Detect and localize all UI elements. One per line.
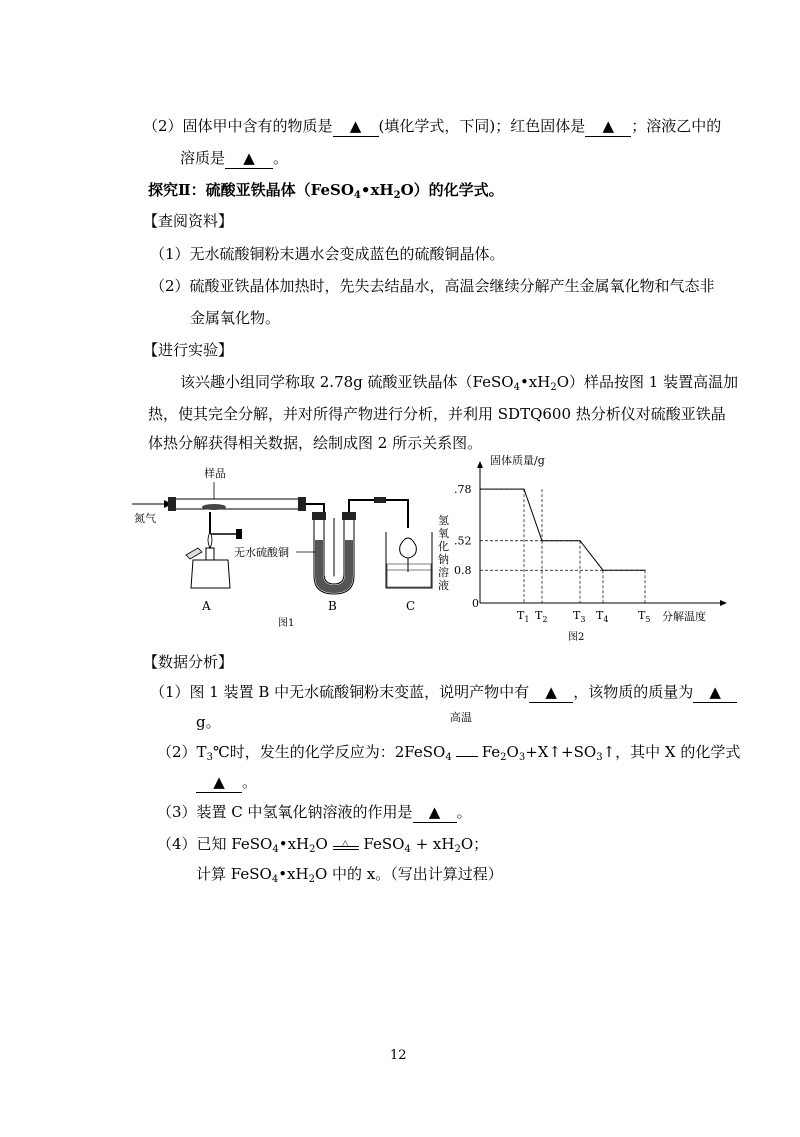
funnel bbox=[400, 538, 417, 558]
chart-ylabel: 固体质量/g bbox=[490, 454, 545, 467]
experiment-line-3: 体热分解获得相关数据，绘制成图 2 所示关系图。 bbox=[148, 434, 483, 452]
label-sample: 样品 bbox=[204, 467, 226, 480]
reference-item-1: （1）无水硫酸铜粉末遇水会变成蓝色的硫酸铜晶体。 bbox=[150, 245, 505, 263]
naoh-label-char: 钠 bbox=[438, 553, 449, 566]
tube-stopper-right bbox=[298, 497, 306, 511]
chart-xlabel: 分解温度 bbox=[662, 610, 706, 623]
analysis-q1: （1）图 1 装置 B 中无水硫酸铜粉末变蓝，说明产物中有 ▲ ，该物质的质量为 ▲ bbox=[150, 682, 737, 703]
section-heading-explore2: 探究Ⅱ：硫酸亚铁晶体$(FeSO_4•xH_2O)$的化学式。 bbox=[148, 181, 504, 201]
reference-item-2-cont: 金属氧化物。 bbox=[190, 309, 281, 327]
analysis-q4-task: 计算 $FeSO_4•xH_2O$ 中的 x。（写出计算过程） bbox=[196, 865, 503, 885]
data-point bbox=[579, 540, 580, 541]
label-nitrogen: 氮气 bbox=[134, 512, 156, 525]
data-point bbox=[479, 489, 480, 490]
chart-axes bbox=[477, 461, 727, 606]
page-number: 12 bbox=[390, 1048, 407, 1063]
heating-arrow: △ bbox=[333, 838, 359, 852]
data-point bbox=[541, 540, 542, 541]
x-axis-arrow bbox=[720, 600, 727, 606]
q2-line1: （2）固体甲中含有的物质是 ▲ (填化学式，下同)；红色固体是 ▲ ；溶液乙中的 bbox=[143, 117, 722, 135]
reaction-arrow bbox=[456, 748, 478, 757]
label-cuso4: 无水硫酸铜 bbox=[234, 546, 289, 559]
chart-guides bbox=[480, 489, 645, 603]
chart-series bbox=[479, 489, 645, 571]
naoh-label-char: 氧 bbox=[438, 527, 449, 540]
u-tube-stopper-right bbox=[342, 512, 356, 520]
analysis-q2-answer: ▲ 。 bbox=[196, 772, 257, 793]
mass-line bbox=[480, 489, 645, 570]
u-tube-stopper-left bbox=[312, 512, 326, 520]
x-tick-label: $T_3$ bbox=[573, 609, 586, 624]
naoh-label-char: 氢 bbox=[438, 514, 449, 527]
burner-body bbox=[191, 560, 230, 588]
decomposition-chart bbox=[440, 450, 740, 645]
connector-tube-2 bbox=[349, 500, 408, 528]
analysis-heading: 【数据分析】 bbox=[143, 653, 234, 671]
caption-fig1: 图1 bbox=[278, 618, 295, 629]
label-b: B bbox=[328, 599, 337, 613]
experiment-heading: 【进行实验】 bbox=[143, 341, 234, 359]
burner-cap bbox=[186, 548, 202, 559]
reaction-tube bbox=[172, 499, 302, 509]
apparatus-figure bbox=[128, 460, 458, 640]
answer-blank[interactable]: ▲ bbox=[413, 802, 457, 823]
data-point bbox=[602, 570, 603, 571]
y-tick-label: .52 bbox=[454, 534, 472, 548]
tube-stopper-left bbox=[168, 497, 176, 511]
x-tick-label: $T_1$ bbox=[517, 609, 530, 624]
connector-joint bbox=[374, 497, 386, 503]
answer-blank[interactable]: ▲ bbox=[196, 772, 242, 793]
answer-blank[interactable]: ▲ bbox=[225, 148, 273, 169]
chart-caption: 图2 bbox=[568, 632, 585, 643]
label-c: C bbox=[406, 599, 416, 613]
reference-heading: 【查阅资料】 bbox=[143, 212, 234, 230]
q2-line2: 溶质是 ▲ 。 bbox=[180, 149, 289, 167]
sample-powder bbox=[202, 504, 226, 510]
burner-flame bbox=[208, 532, 212, 548]
analysis-q1-unit: g。 bbox=[196, 713, 221, 731]
naoh-label-char: 化 bbox=[438, 540, 449, 553]
x-tick-label: $T_4$ bbox=[596, 609, 609, 624]
experiment-line-1: 该兴趣小组同学称取 2.78g 硫酸亚铁晶体$(FeSO_4•xH_2O)$样品按图 1 装置高温加 bbox=[180, 373, 739, 393]
data-point bbox=[644, 570, 645, 571]
analysis-q4: （4）已知 $FeSO_4•xH_2O$ △ FeSO$_4$ + $xH_2O$； bbox=[157, 835, 489, 855]
answer-blank[interactable]: ▲ bbox=[333, 116, 379, 137]
y-axis-arrow bbox=[477, 461, 483, 468]
analysis-q3: （3）装置 C 中氢氧化钠溶液的作用是 ▲ 。 bbox=[157, 803, 472, 821]
burner-neck bbox=[206, 548, 214, 560]
y-tick-label: 0.8 bbox=[454, 564, 472, 578]
reference-item-2: （2）硫酸亚铁晶体加热时，先失去结晶水，高温会继续分解产生金属氧化物和气态非 bbox=[150, 277, 715, 295]
naoh-label-char: 液 bbox=[438, 579, 449, 592]
y-tick-label: 0 bbox=[472, 597, 479, 610]
y-tick-label: .78 bbox=[454, 483, 472, 497]
x-tick-label: $T_2$ bbox=[535, 609, 548, 624]
analysis-q2: $(2)T_3℃$时，发生的化学反应为：2FeSO$_4$ $Fe_2O_3+X↑+SO_3↑$，其中 X 的化学式 bbox=[157, 743, 741, 763]
answer-blank[interactable]: ▲ bbox=[585, 116, 631, 137]
experiment-line-2: 热，使其完全分解，并对所得产物进行分析，并利用 SDTQ600 热分析仪对硫酸亚铁晶 bbox=[148, 405, 726, 423]
clamp-knob bbox=[236, 529, 242, 539]
answer-blank[interactable]: ▲ bbox=[693, 682, 737, 703]
x-tick-label: $T_5$ bbox=[638, 609, 651, 624]
data-point bbox=[523, 489, 524, 490]
naoh-label-char: 溶 bbox=[438, 566, 449, 579]
answer-blank[interactable]: ▲ bbox=[529, 682, 573, 703]
naoh-solution bbox=[387, 564, 431, 587]
label-a: A bbox=[202, 599, 211, 613]
reaction-condition: 高温 bbox=[450, 711, 472, 724]
